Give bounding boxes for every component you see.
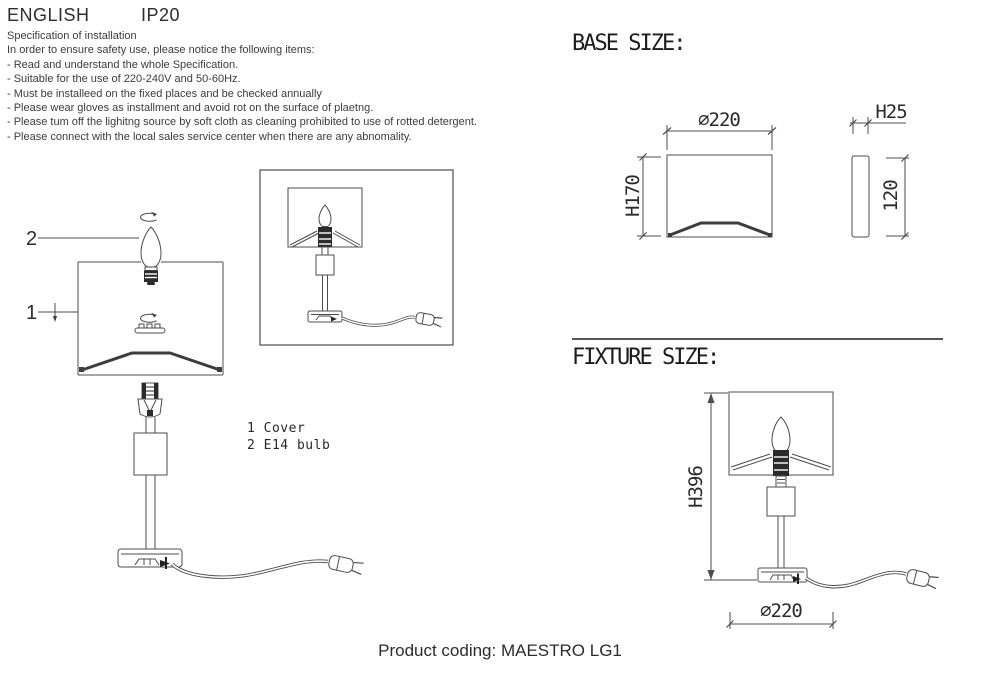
assembly-diagram [0,160,480,600]
ring-fitting [135,324,165,333]
fixture-dim-height: H396 [685,466,707,508]
base-dim-height: H170 [622,175,644,217]
stem [146,475,155,549]
power-cord [172,555,364,577]
spec-item: - Must be installeed on the fixed places and be checked annually [7,87,322,100]
lamp-holder [138,383,162,433]
base-size-title: BASE SIZE: [572,31,685,56]
shade-front-view [667,155,772,237]
plug-icon [906,569,939,590]
ip-rating: IP20 [141,5,181,25]
specification-block [7,29,567,144]
fixture-bulb [772,417,790,487]
fixture-base [758,568,807,584]
spec-intro: In order to ensure safety use, please notice the following items: [7,44,315,57]
section-divider [572,338,943,340]
e14-bulb [141,227,161,285]
body-cylinder [134,433,167,475]
base-dim-diameter: ⌀220 [698,109,740,131]
plug-icon [328,555,364,576]
plug-icon [415,312,443,327]
language-title: ENGLISH [7,5,90,25]
shade-side-view [852,156,869,237]
spec-item: - Suitable for the use of 220-240V and 50-60Hz. [7,73,241,86]
spec-item: - Please tum off the lighitng source by soft cloth as cleaning prohibited to use of rotted detergent. [7,116,478,129]
fixture-cylinder [767,487,795,516]
rotate-arrow-icon [141,313,157,322]
base-dim-thickness: H25 [875,101,907,123]
fixture-dim-diameter: ⌀220 [760,600,802,622]
callout-2: 2 [26,228,38,250]
legend-bulb: 2 E14 bulb [247,438,331,453]
rotate-arrow-icon [141,212,157,221]
spec-item: - Please wear gloves as installment and avoid rot on the surface of plaetng. [7,102,374,115]
fixture-stem [778,516,784,568]
assembled-lamp-inset [260,170,453,345]
spec-item: - Read and understand the whole Specification. [7,58,239,71]
spec-title: Specification of installation [7,30,137,42]
callout-1: 1 [26,302,38,324]
spec-item: - Please connect with the local sales service center when there are any abnomality. [7,130,412,143]
callout-leaders [38,238,139,322]
legend-cover: 1 Cover [247,421,306,436]
product-coding: Product coding: MAESTRO LG1 [378,641,622,660]
base-dim-side-height: 120 [880,180,902,212]
fixture-cord [806,569,939,590]
fixture-size-title: FIXTURE SIZE: [572,345,719,370]
